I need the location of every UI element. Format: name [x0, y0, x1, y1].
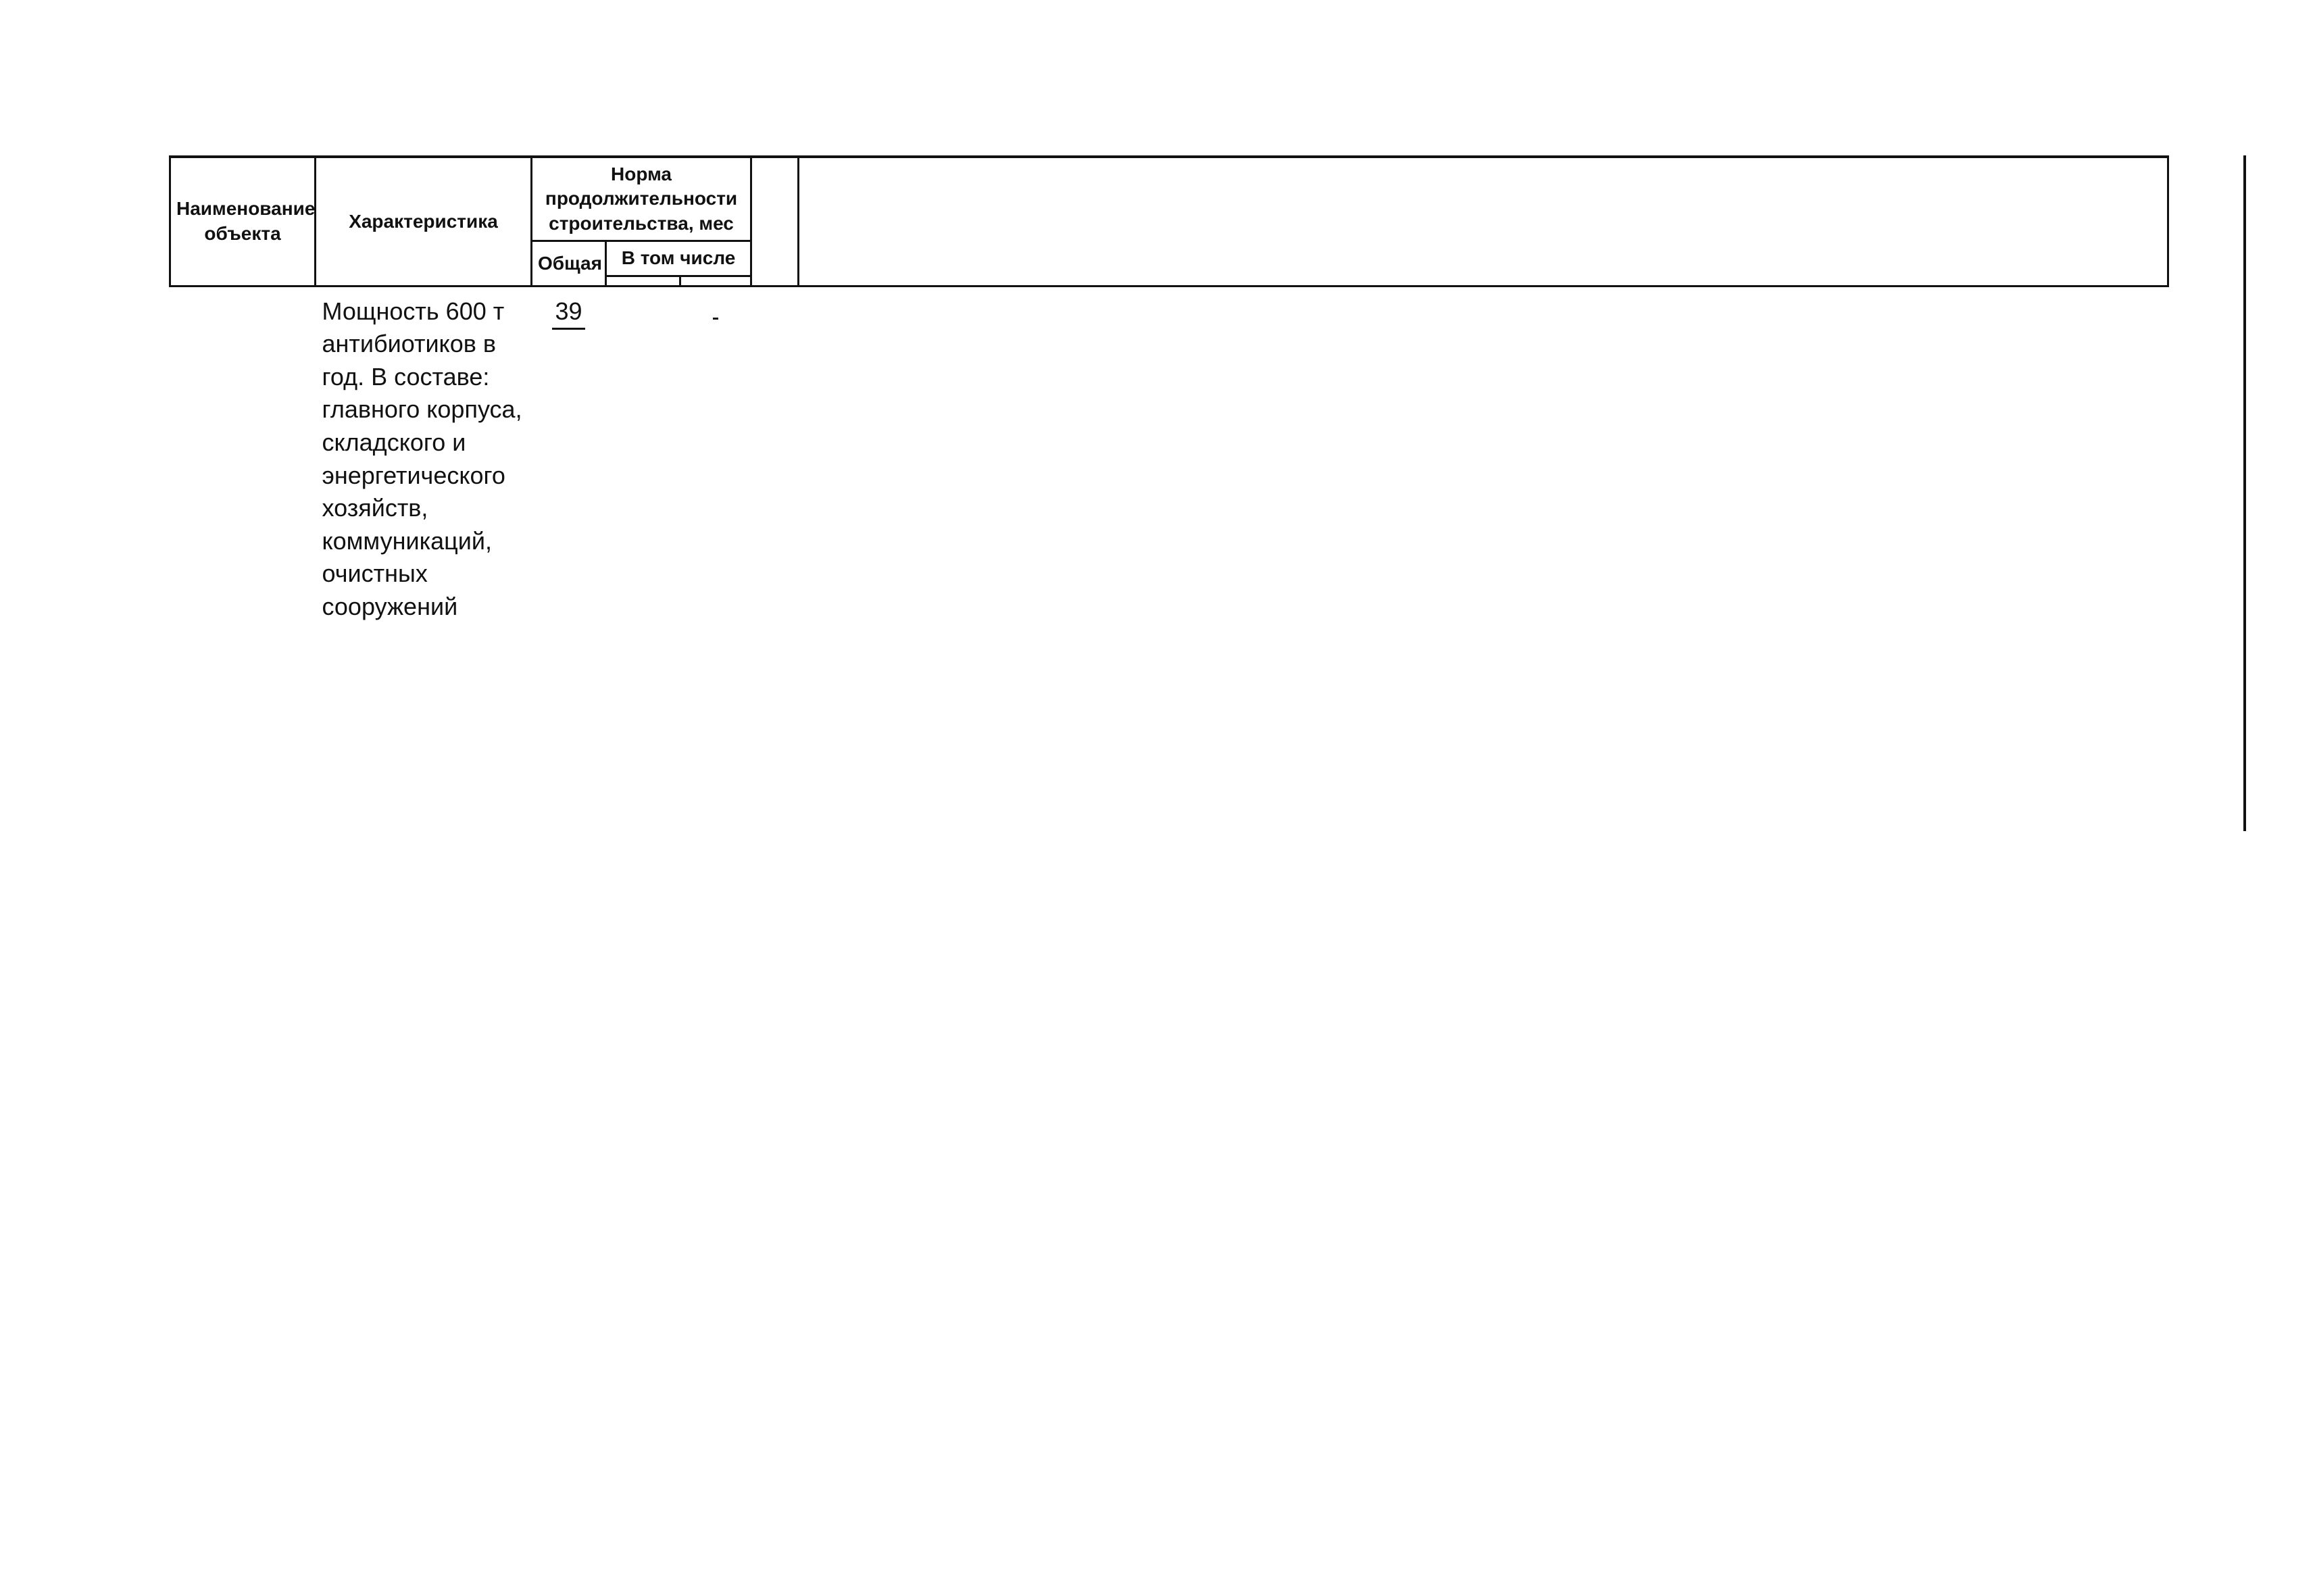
- header-preparatory: [606, 276, 680, 286]
- indicator-cell: [751, 286, 799, 631]
- running-header: [2196, 155, 2246, 831]
- characteristic-cell: [316, 286, 532, 631]
- header-quarters-group: [799, 157, 2168, 286]
- table-body: [170, 286, 2168, 631]
- total-duration-numerator: 39: [552, 295, 584, 330]
- table-row: [170, 286, 2168, 631]
- header-in-that-number: В том числе: [606, 241, 751, 276]
- header-characteristic: Характеристика: [316, 157, 532, 286]
- document-page: [169, 155, 2169, 632]
- norms-table: [169, 155, 2169, 632]
- header-duration-group: Норма продолжительности строительства, мес: [532, 157, 751, 241]
- total-duration-cell: [532, 286, 606, 631]
- total-duration: [552, 295, 584, 330]
- characteristic-text: Мощность 600 т антибиотиков в год. В составе: главного корпуса, складского и энергетического хозяйств, коммуникаций, очистных сооружений: [322, 297, 522, 620]
- equipment-installation-numerator: [713, 318, 718, 320]
- header-indicator: [751, 157, 799, 286]
- header-object-name: Наименование объекта: [170, 157, 316, 286]
- object-name-cell: [170, 286, 316, 631]
- equipment-installation-cell: [680, 286, 751, 631]
- preparatory-period-cell: [606, 286, 680, 631]
- header-total: Общая: [532, 241, 606, 286]
- equipment-installation: [713, 318, 718, 320]
- header-equipment: [680, 276, 751, 286]
